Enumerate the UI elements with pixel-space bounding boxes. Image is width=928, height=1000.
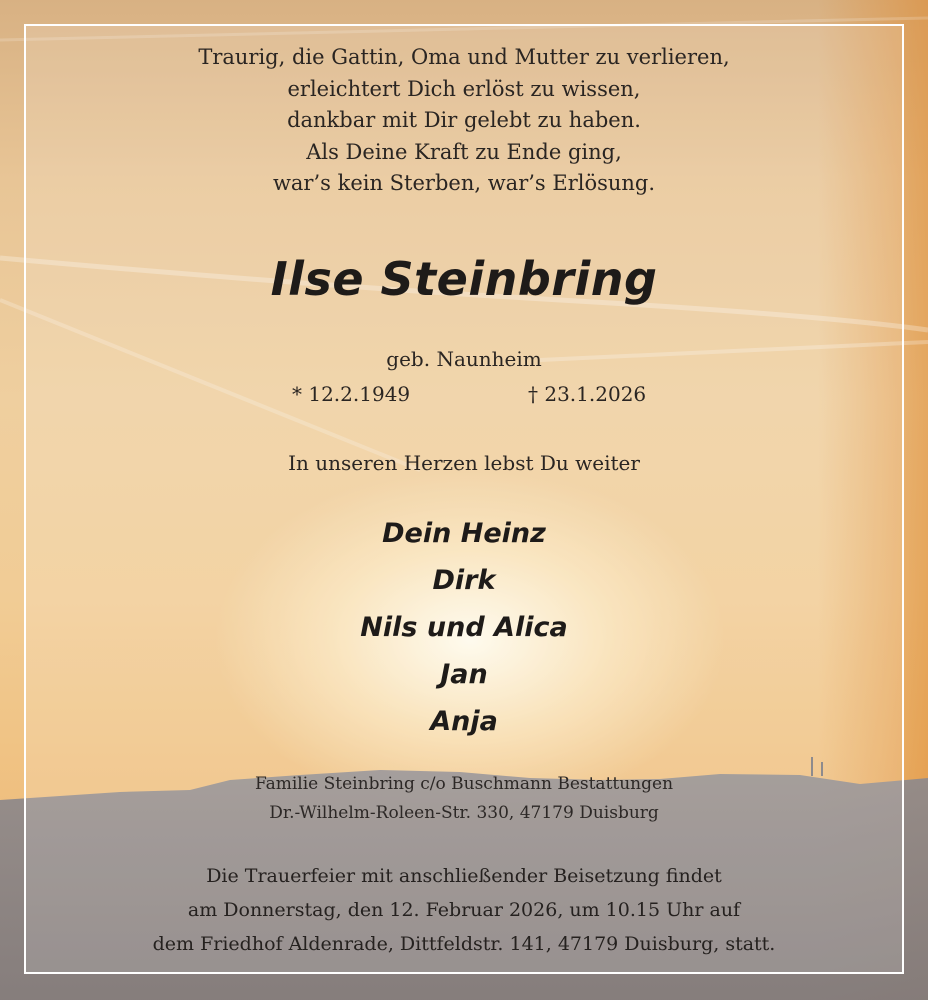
contact-address bbox=[0, 770, 928, 828]
remembrance-line: In unseren Herzen lebst Du weiter bbox=[288, 451, 640, 475]
ceremony-line: am Donnerstag, den 12. Februar 2026, um 10.15 Uhr auf bbox=[187, 899, 741, 921]
poem-line: war’s kein Sterben, war’s Erlösung. bbox=[272, 171, 656, 195]
birth-name: geb. Naunheim bbox=[386, 347, 542, 371]
contact-line: Familie Steinbring c/o Buschmann Bestattungen bbox=[254, 774, 674, 794]
contact-line: Dr.-Wilhelm-Roleen-Str. 330, 47179 Duisburg bbox=[269, 803, 659, 823]
mourner-name: Dein Heinz bbox=[382, 518, 546, 549]
mourners-list bbox=[0, 510, 928, 745]
poem-line: Als Deine Kraft zu Ende ging, bbox=[306, 139, 622, 164]
death-date: † 23.1.2026 bbox=[528, 382, 647, 406]
poem-line: Traurig, die Gattin, Oma und Mutter zu verlieren, bbox=[198, 45, 730, 69]
mourner-name: Nils und Alica bbox=[360, 612, 568, 643]
ceremony-info bbox=[0, 859, 928, 961]
poem-line: dankbar mit Dir gelebt zu haben. bbox=[287, 108, 641, 132]
poem bbox=[0, 42, 928, 200]
ceremony-line: Die Trauerfeier mit anschließender Beisetzung findet bbox=[206, 865, 722, 887]
mourner-name: Dirk bbox=[432, 565, 496, 596]
poem-line: erleichtert Dich erlöst zu wissen, bbox=[287, 76, 641, 101]
mourner-name: Jan bbox=[440, 659, 488, 690]
ceremony-line: dem Friedhof Aldenrade, Dittfeldstr. 141, 47179 Duisburg, statt. bbox=[152, 933, 776, 955]
mourner-name: Anja bbox=[430, 706, 498, 737]
birth-date: * 12.2.1949 bbox=[292, 382, 411, 406]
deceased-name: Ilse Steinbring bbox=[270, 252, 658, 306]
